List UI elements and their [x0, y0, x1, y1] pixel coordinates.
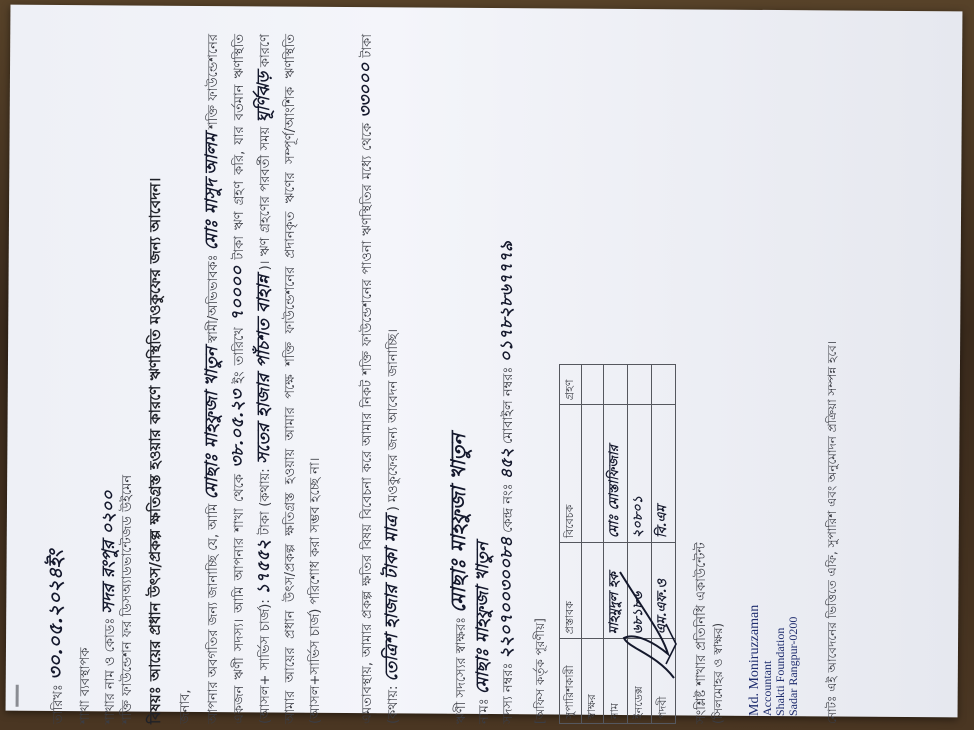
table-cell	[628, 365, 652, 405]
paper-clip-mark	[16, 685, 19, 707]
guardian-name-handwritten-2: আলম	[202, 133, 222, 176]
disaster-cause-handwritten: ঘূর্ণিঝড়	[254, 71, 274, 123]
waiver-words-handwritten: তেত্রিশ হাজার টাকা মাত্র	[382, 515, 402, 682]
member-name-value: মোছাঃ মাহফুজা খাতুন	[473, 541, 493, 695]
seal-name: Md. Moniruzzaman	[747, 604, 762, 716]
para2-text-3: ) মওকুফের জন্য আবেদন জানাচ্ছি।	[386, 328, 401, 512]
body-paragraph-1	[200, 34, 328, 724]
loan-date-handwritten: ৩৮.০৫.২৩	[228, 389, 248, 468]
table-cell: মোঃ মোস্তাফিজার	[604, 405, 628, 543]
table-cell	[604, 365, 628, 405]
table-cell: মাহমুদুল হক	[604, 543, 628, 639]
branch-code-value: সদর রংপুর ০২০০	[99, 490, 119, 614]
center-no-value: ৪৫২	[497, 448, 516, 480]
table-cell: এম.এফ.ও	[652, 543, 676, 639]
to-line-3: শক্তি ফাউন্ডেশন ফর ডিসঅ্যাডভান্টেজড উইমেন	[120, 474, 135, 724]
table-row-label: ইনডেক্স	[628, 639, 652, 724]
table-row	[582, 365, 604, 724]
table-cell	[582, 405, 604, 543]
table-row-label: পদবী	[652, 639, 676, 724]
outstanding-words-handwritten: সতের হাজার পাঁচশত বাহান্ন	[254, 274, 274, 464]
member-no-value: ২২০৭০০৩০০৮৪	[497, 536, 517, 659]
para1-text-6: টাকা (কথায়:	[258, 468, 273, 535]
member-no-label: সদস্য নম্বরঃ	[501, 662, 516, 724]
accountant-sub-label: (সিলমোহর ও স্বাক্ষর)	[711, 622, 725, 724]
para1-text-2: স্বামী/অভিভাবকঃ	[206, 254, 221, 343]
table-row-label: নাম	[604, 639, 628, 724]
para1-text-1: আপনার অবগতির জন্য জানাচ্ছি যে, আমি	[206, 503, 221, 724]
para1-text-7: )। ঋণ গ্রহণের পরবর্তী সময়	[258, 126, 273, 271]
date-label: তারিখঃ	[51, 684, 66, 724]
date-value: ৩০.০৫.২০২৪ইং	[45, 549, 67, 680]
table-row	[560, 365, 582, 724]
subject-line: বিষয়ঃ আয়ের প্রধান উৎস/প্রকল্প ক্ষতিগ্রস্ত হওয়ার কারণে ঋণস্থিতি মওকুফের জন্য আবেদন।	[146, 177, 164, 724]
member-signature-label: ঋণী সদস্যের স্বাক্ষরঃ	[454, 616, 469, 724]
mobile-value: ০১৭৮২৮৬৭৭৭৯	[497, 240, 517, 363]
loan-amount-handwritten: ৭০০০০	[228, 265, 248, 322]
outstanding-amount-handwritten: ১৭৫৫২	[254, 539, 274, 595]
seal-branch: Sadar Rangpur-0200	[786, 616, 800, 716]
para1-text-4: ইং তারিখে	[232, 327, 247, 384]
table-row-label: স্বাক্ষর	[582, 639, 604, 724]
branch-code-label: শাখার নাম ও কোডঃ	[103, 617, 118, 724]
guardian-name-handwritten: মোঃ মাসুদ	[202, 179, 222, 251]
member-signature: মোছাঃ মাহফুজা খাতুন	[446, 433, 470, 613]
para1-text-8: কারণে আমার আয়ের প্রধান উৎস/প্রকল্প ক্ষতিগ্রস্ত হওয়ায় আমার পক্ষে শক্তি ফাউন্ডেশনের প্রদানকৃত ঋণের সম্পূর্ণ/আংশিক ঋণস্থিতি (আসল+সার্ভিস চার্জ) পরিশোধ করা সম্ভব হচ্ছে না।	[258, 34, 323, 724]
para2-text-2: টাকা (কথায়:	[360, 34, 401, 724]
table-cell	[652, 365, 676, 405]
member-name-label: নামঃ	[477, 698, 492, 724]
table-cell: ৬৮১৮৬	[628, 543, 652, 639]
table-cell: ২০৮০১	[628, 405, 652, 543]
table-cell: বি.এম	[652, 405, 676, 543]
member-ids-row	[494, 241, 522, 724]
accountant-seal	[748, 605, 800, 716]
table-header-cell: বিবেচক	[560, 405, 582, 543]
accountant-signature-mark	[616, 564, 686, 684]
document-content-rotated	[24, 24, 944, 724]
center-no-label: কেন্দ্র নংঃ	[501, 483, 516, 533]
table-cell	[582, 543, 604, 639]
accountant-label: সংশ্লিষ্ট শাখার প্রতিনিধি একাউন্টেন্ট	[694, 542, 709, 724]
seal-org: Shakti Foundation	[773, 627, 787, 716]
salutation: জনাব,	[178, 689, 193, 724]
office-use-label: [অফিস কর্তৃক পূরণীয়]	[533, 618, 547, 724]
footer-note: নোটঃ এই আবেদনের ভিত্তিতে এফি, সুপারিশ এবং অনুমোদন প্রক্রিয়া সম্পন্ন হবে।	[825, 340, 839, 724]
table-header-cell: প্রস্তাবক	[560, 543, 582, 639]
table-header-cell: সুপারিশকারী	[560, 639, 582, 724]
seal-title: Accountant	[760, 660, 774, 716]
body-paragraph-2	[354, 34, 406, 724]
mobile-label: মোবাইল নম্বরঃ	[501, 366, 516, 444]
para1-text-3: শক্তি ফাউন্ডেশনের একজন ঋণী সদস্য। আমি আপনার শাখা থেকে	[206, 33, 247, 724]
para1-text-5: টাকা ঋণ গ্রহণ করি, যার বর্তমান ঋণস্থিতি (আসল+ সার্ভিস চার্জ):	[232, 34, 273, 724]
table-header-cell: গ্রহণ	[560, 365, 582, 405]
table-cell	[582, 365, 604, 405]
date-row	[42, 550, 74, 724]
to-line-1: শাখা ব্যবস্থাপক	[78, 647, 93, 724]
para2-text-1: এমতাবস্থায়, আমার প্রকল্প ক্ষতির বিষয় বিবেচনা করে আমার নিকট শক্তি ফাউন্ডেশনের পাওনা ঋণস্থিতির মধ্যে থেকে	[360, 122, 375, 724]
applicant-name-handwritten: মোছাঃ মাহফুজা খাতুন	[202, 347, 222, 500]
waiver-amount-handwritten: ৩৩০০০	[356, 62, 376, 118]
